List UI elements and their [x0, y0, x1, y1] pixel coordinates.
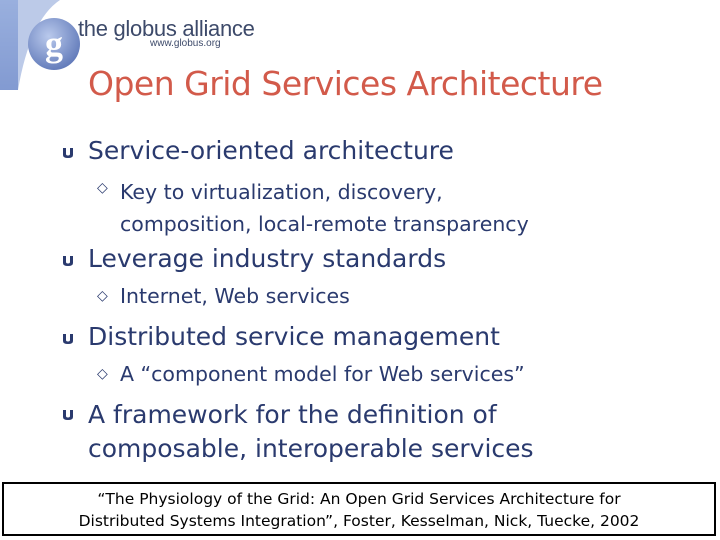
diamond-bullet-icon: ◇ [97, 288, 108, 304]
brand-name: the globus alliance [78, 16, 255, 41]
bullet-text [88, 398, 534, 466]
sub-bullet-line: Key to virtualization, discovery, [120, 180, 443, 204]
u-bullet-icon [62, 334, 74, 344]
sub-bullet-text [120, 284, 350, 308]
bullet-line: Service-oriented architecture [88, 136, 454, 165]
citation-box [2, 482, 716, 536]
sub-bullet-line: A “component model for Web services” [120, 362, 525, 386]
bullet-text [88, 136, 454, 165]
u-bullet-icon [62, 256, 74, 266]
citation-line: “The Physiology of the Grid: An Open Grid Services Architecture for [97, 490, 621, 508]
bullet-line: composable, interoperable services [88, 434, 534, 463]
diamond-bullet-icon: ◇ [97, 366, 108, 382]
bullet-line: Leverage industry standards [88, 244, 447, 273]
u-bullet-icon [62, 410, 74, 420]
logo-letter: g [45, 24, 63, 64]
slide-title: Open Grid Services Architecture [88, 64, 603, 103]
sub-bullet-line: composition, local-remote transparency [120, 212, 529, 236]
bullet-text [88, 244, 446, 273]
sub-bullet-line: Internet, Web services [120, 284, 350, 308]
citation-line: Distributed Systems Integration”, Foster, Kesselman, Nick, Tuecke, 2002 [78, 512, 640, 530]
bullet-text [88, 322, 500, 351]
sub-bullet-text [120, 176, 529, 240]
bullet-line: Distributed service management [88, 322, 500, 351]
sub-bullet-text [120, 362, 525, 386]
diamond-bullet-icon: ◇ [97, 180, 108, 196]
bullet-line: A framework for the definition of [88, 400, 497, 429]
u-bullet-icon [62, 148, 74, 158]
brand-url: www.globus.org [150, 38, 221, 49]
